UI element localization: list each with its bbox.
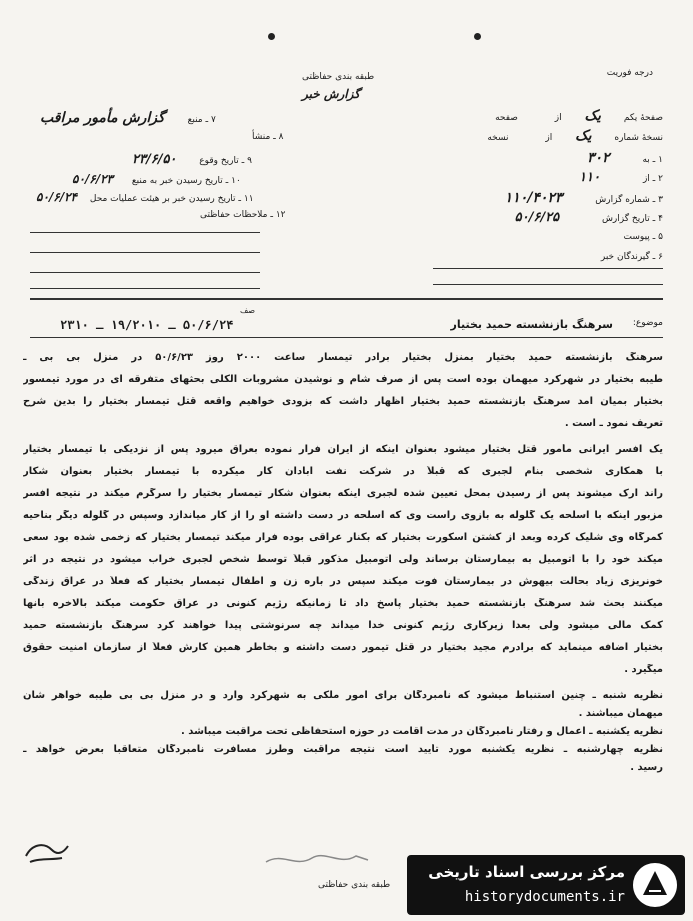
watermark-title: مرکز بررسی اسناد تاریخی	[428, 863, 625, 881]
field-source	[40, 110, 216, 126]
watermark-url: historydocuments.ir	[464, 889, 625, 905]
form-line	[30, 232, 260, 233]
field-source-received-date	[72, 172, 241, 186]
field-recipients	[601, 252, 663, 262]
field-value: ۵۰/۶/۲۳	[72, 172, 113, 186]
form-line	[433, 284, 663, 285]
punch-hole	[268, 33, 275, 40]
analysis-line: رسید .	[630, 762, 663, 773]
security-class-bottom: طبقه بندی حفاظتی	[318, 880, 391, 890]
analysis-line: نظریه چهارشنبه ـ نظریه یکشنبه مورد تأیید است نتیجه مراقبت وطرز مسافرت نامبردگان متعاقباً بعرض خواهد ـ	[23, 744, 663, 755]
field-label: ۳ ـ شماره گزارش	[595, 195, 663, 205]
field-label: ۲ ـ از	[642, 174, 663, 184]
subject-divider	[30, 337, 663, 338]
security-class-top: طبقه بندی حفاظتی	[302, 72, 375, 82]
field-value: ۱۱۰	[579, 170, 601, 185]
field-local-received-date	[36, 190, 254, 204]
field-end: صفحه	[495, 113, 518, 123]
report-title: گزارش خبر	[302, 87, 360, 101]
field-value: ۱۱۰/۴۰۲۳	[504, 190, 563, 206]
analysis-line: نظریه شنبه ـ چنین استنباط میشود که نامبردگان برای امور ملکی به شهرکرد وارد و در منزل بی بی طیبه خواهر شان	[23, 690, 663, 701]
field-value: یک	[584, 108, 601, 124]
body-line: میگیرد .	[624, 664, 663, 675]
body-line: با همکاری شخصی بنام لجبری که قبلاً در شرکت نفت آبادان کار میکرده با تیمسار بختیار بعنوان شکار	[23, 466, 663, 477]
field-label: ۷ ـ منبع	[187, 115, 216, 125]
body-line: یک افسر ایرانی مأمور قتل بختیار میشود بعنوان اینکه از ایران فرار نموده بعراق میرود پس از نزدیکی با تیمسار بختیار	[23, 444, 663, 455]
header-divider	[30, 298, 663, 300]
field-label: ۵ ـ پیوست	[623, 232, 663, 242]
field-value: گزارش مأمور مراقب	[40, 110, 165, 126]
field-label: ۸ ـ منشأ	[252, 132, 284, 142]
field-value: ۲۳/۶/۵۰	[132, 152, 177, 167]
field-security-notes	[200, 210, 285, 220]
field-value: ۵۰/۶/۲۵	[514, 210, 560, 225]
field-value: ۵۰/۶/۲۴	[36, 190, 77, 204]
field-label: ۱۰ ـ تاریخ رسیدن خبر به منبع	[131, 176, 241, 186]
field-attachment	[624, 232, 663, 242]
analysis-line: نظریه یکشنبه ـ اعمال و رفتار نامبردگان در مدت اقامت در حوزه استحفاظی تحت مراقبت میباشد .	[181, 726, 663, 737]
body-line: کمک مالی میشود ولی بعداً زیرکاری رژیم کنونی خدا میداند چه سرنوشتی پیدا خواهند کرد سرهنگ بازنشسته حمید	[23, 620, 663, 631]
field-label: ۱۲ ـ ملاحظات حفاظتی	[200, 210, 286, 220]
subject-label: موضوع:	[632, 318, 663, 328]
body-line: میکنند بحث شد سرهنگ بازنشسته حمید بختیار پاسخ داد تا زمانیکه رژیم کنونی در عراق حکومت میکند بالاخره بآنها	[23, 598, 663, 609]
body-line: خونریزی زیاد بحالت بیهوش در بیمارستان فوت میکند سپس در باره زن و اطفال تیمسار بختیار که فعلاً در عراق زندگی	[23, 576, 663, 587]
watermark-logo	[407, 855, 685, 915]
archive-logo-icon	[631, 861, 679, 909]
field-report-date	[515, 210, 663, 225]
field-copy	[487, 128, 663, 144]
field-to	[587, 150, 663, 166]
subject-text: سرهنگ بازنشسته حمید بختیار	[450, 318, 613, 331]
field-report-number	[505, 190, 663, 206]
form-line	[30, 272, 260, 273]
body-line: بختیار بمیان آمد سرهنگ بازنشسته حمید بختیار اظهار داشت که بزودی خواهیم واقعه قتل تیمسار بختیار را بدین شرح	[23, 396, 663, 407]
priority-label: درجه فوریت	[606, 68, 653, 78]
body-line: مزبور اینکه با اسلحه یک گلوله به بازوی راست وی که اسلحه در دست داشته او را از کار میاندازد وسپس در گلوله دیگر بناحیه	[23, 510, 663, 521]
field-value: یک	[575, 128, 592, 144]
field-from	[579, 170, 663, 185]
code-value: ۵۰/۶/۲۴ ـ ۱۹/۲۰۱۰ ـ ۲۳۱۰	[60, 318, 234, 332]
body-line: راند ارک میشوند پس از رسیدن بمحل تعیین شده لجبری اینکه بعنوان شکار تیمسار بختیار را سرگرم میکند در نتیجه افسر	[23, 488, 663, 499]
faint-signature	[262, 848, 372, 872]
code-label: صف	[240, 306, 256, 315]
body-line: کمرگاه وی شلیک کرده وبعد از کشتن اسکورت بختیار که بکنار عراقی بوده فرار میکند تیمسار بختیار که زخمی شده بود سعی	[23, 532, 663, 543]
field-origin	[252, 132, 284, 142]
body-line: تعریف نمود ـ است .	[564, 418, 663, 429]
body-line: سرهنگ بازنشسته حمید بختیار بمنزل بختیار برادر تیمسار ساعت ۲۰۰۰ روز ۵۰/۶/۲۳ در منزل بی بی ـ	[23, 352, 663, 363]
field-label: ۶ ـ گیرندگان خبر	[600, 252, 663, 262]
field-label: ۴ ـ تاریخ گزارش	[601, 214, 663, 224]
punch-hole	[474, 33, 481, 40]
field-label: صفحهٔ یکم	[623, 113, 663, 123]
field-event-date	[132, 152, 252, 167]
field-end: نسخه	[487, 133, 509, 143]
field-label: نسخهٔ شماره	[614, 133, 663, 143]
form-line	[30, 288, 260, 289]
body-line: میکند خود را با اتومبیل به بیمارستان برساند ولی اتومبیل مذکور قبلاً توسط شخص لجبری خراب میشود در نتیجه در اثر	[23, 554, 663, 565]
body-line: طیبه بختیار در شهرکرد میهمان بوده است پس از صرف شام و نوشیدن مشروبات الکلی بحثهای متفرقه ای در مورد تیمسور	[23, 374, 663, 385]
field-label: ۹ ـ تاریخ وقوع	[199, 156, 252, 166]
form-line	[433, 268, 663, 269]
field-label: ۱ ـ به	[642, 155, 663, 165]
signature-scribble	[22, 838, 72, 868]
field-mid: از	[554, 113, 562, 123]
body-line: بختیار اضافه مینماید که برادرم مجید بختیار در قتل تیمور دست داشته و بخاطر همین کارش فعلاً از سازمان امنیت حقوق	[23, 642, 663, 653]
field-label: ۱۱ ـ تاریخ رسیدن خبر بر هیئت عملیات محل	[89, 194, 254, 204]
form-line	[30, 252, 260, 253]
analysis-line: میهمان میباشند .	[578, 708, 663, 719]
field-mid: از	[545, 133, 553, 143]
field-value: ۳۰۲	[587, 150, 610, 166]
field-page	[495, 108, 663, 124]
